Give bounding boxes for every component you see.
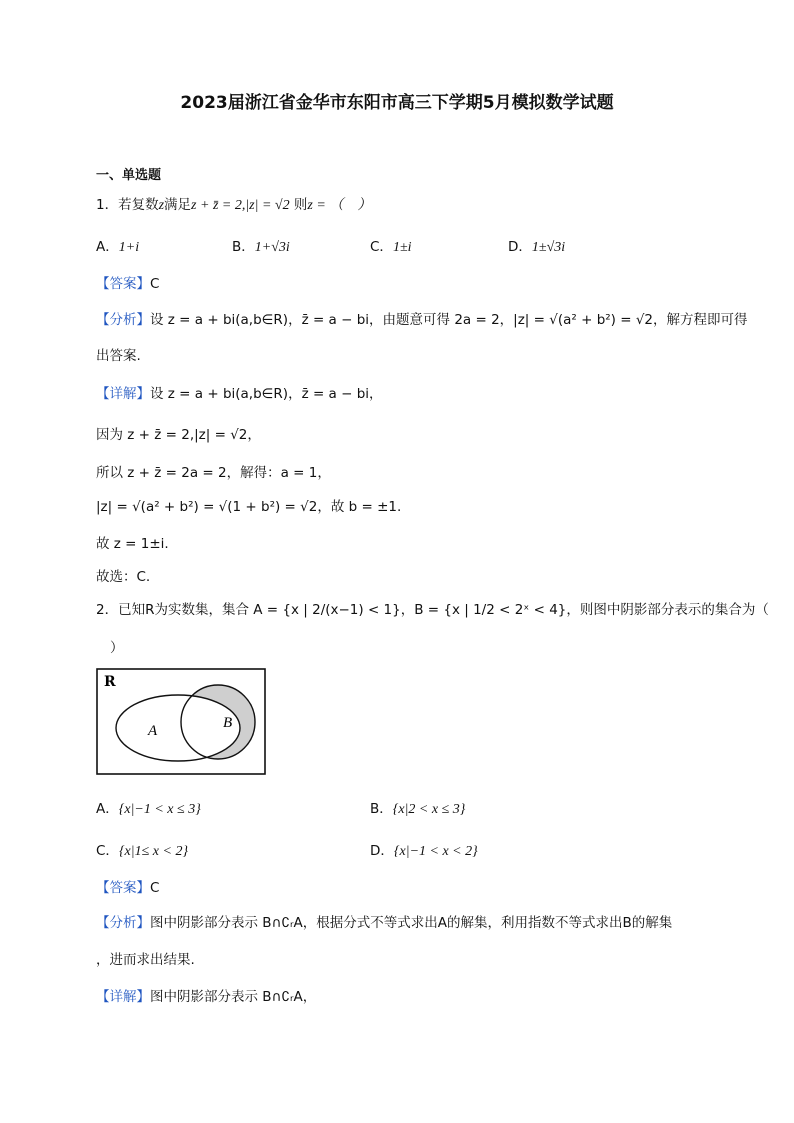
q1-option-a: A．1+i [96, 239, 140, 255]
q2-option-b: B．{x|2 < x ≤ 3} [370, 801, 466, 817]
q1-analysis-line1: 【分析】设 z = a + bi(a,b∈R)，z̄ = a − bi，由题意可得 2a = 2，|z| = √(a² + b²) = √2，解方程即可得 [96, 312, 748, 328]
q2-stem-line1: 2．已知R为实数集，集合 A = {x | 2/(x−1) < 1}，B = {x | 1/2 < 2ˣ < 4}，则图中阴影部分表示的集合为（ [96, 602, 769, 618]
q1-answer [96, 272, 159, 292]
q1-option-c: C．1±i [370, 239, 412, 255]
q2-detail-line1: 【详解】图中阴影部分表示 B∩∁ᵣA， [96, 989, 317, 1005]
q2-option-c: C．{x|1≤ x < 2} [96, 843, 189, 859]
q2-answer-tag: 【答案】 [96, 880, 150, 896]
q2-analysis-line2: ，进而求出结果. [96, 952, 195, 968]
q1-option-b: B．1+√3i [232, 239, 290, 255]
q1-detail-line2: 因为 z + z̄ = 2,|z| = √2， [96, 427, 261, 443]
q2-option-d: D．{x|−1 < x < 2} [370, 843, 478, 859]
q1-stem-mid: 满足 [164, 197, 192, 213]
q1-detail-line1: 【详解】设 z = a + bi(a,b∈R)，z̄ = a − bi， [96, 386, 383, 402]
q1-detail-line3: 所以 z + z̄ = 2a = 2，解得：a = 1， [96, 465, 331, 481]
q2-answer-value: C [150, 880, 160, 896]
venn-diagram [96, 668, 268, 778]
set-b-label: B [223, 715, 233, 731]
q1-detail-line5: 故 z = 1±i. [96, 536, 169, 552]
set-a-label: A [148, 723, 158, 739]
q1-stem [96, 193, 371, 214]
q1-stem-then: 则 [293, 197, 308, 213]
q2-option-a: A．{x|−1 < x ≤ 3} [96, 801, 201, 817]
q1-stem-prefix: 1．若复数 [96, 197, 159, 213]
q2-stem-line2: ） [110, 640, 124, 656]
page-title: 2023届浙江省金华市东阳市高三下学期5月模拟数学试题 [180, 93, 614, 113]
q1-option-d: D．1±√3i [508, 239, 566, 255]
q1-stem-ask: z = （ ） [307, 198, 372, 213]
q1-analysis-line2: 出答案. [96, 348, 141, 364]
q1-detail-line4: |z| = √(a² + b²) = √(1 + b²) = √2，故 b = ±1. [96, 499, 402, 515]
section-heading: 一、单选题 [96, 168, 162, 183]
q1-answer-value: C [150, 276, 160, 292]
q2-analysis-line1: 【分析】图中阴影部分表示 B∩∁ᵣA，根据分式不等式求出A的解集，利用指数不等式求出B的解集 [96, 915, 673, 931]
q1-stem-var: z [158, 198, 165, 213]
q1-detail-line6: 故选：C. [96, 569, 151, 585]
q1-stem-cond: z + z̄ = 2,|z| = √2 [191, 198, 290, 213]
universe-label: R [104, 674, 116, 690]
q2-answer [96, 876, 159, 896]
q1-answer-tag: 【答案】 [96, 276, 150, 292]
